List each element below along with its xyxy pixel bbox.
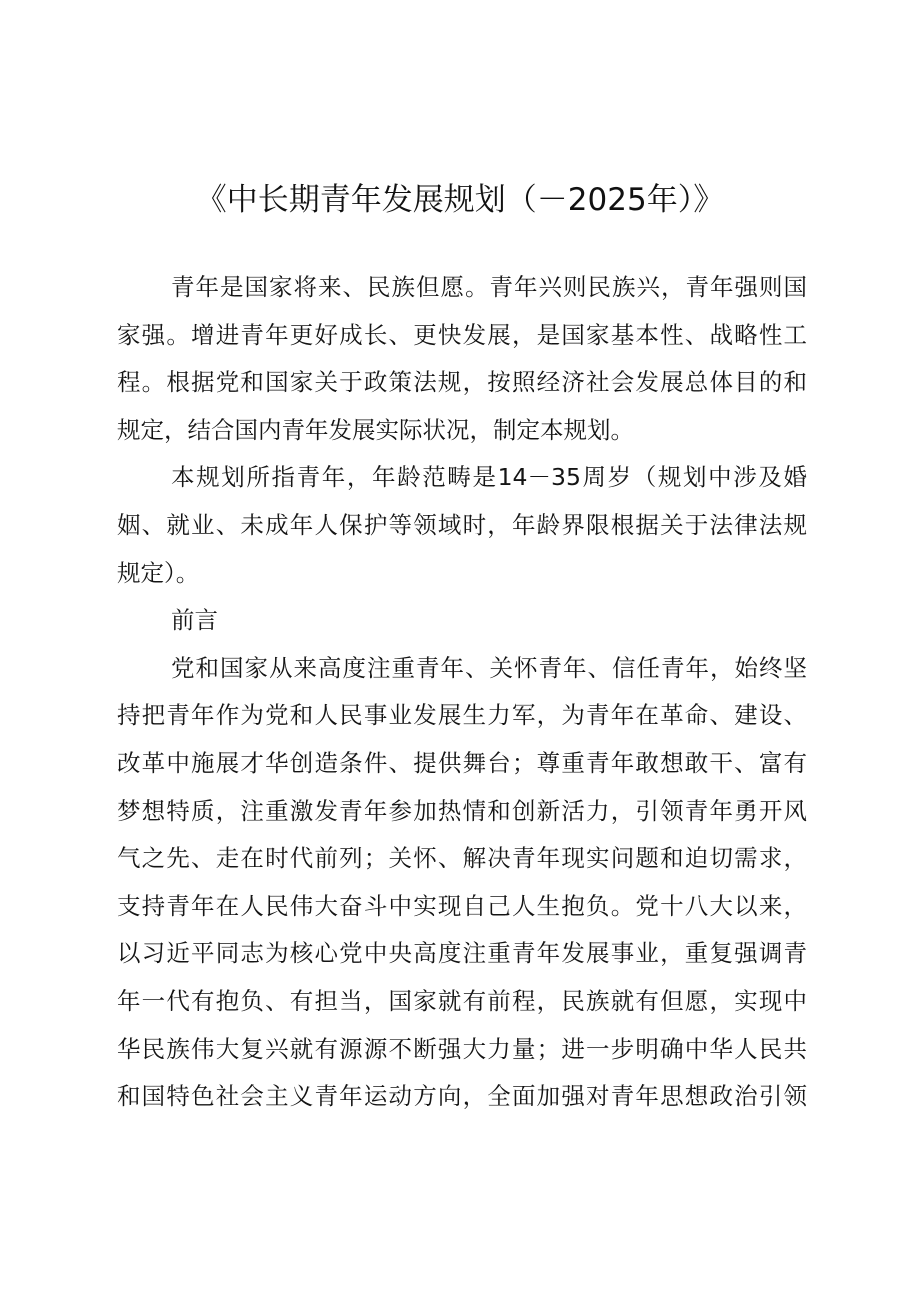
text-line: 规定，结合国内青年发展实际状况，制定本规划。 bbox=[117, 415, 634, 444]
text-line: 华民族伟大复兴就有源源不断强大力量；进一步明确中华人民共 bbox=[117, 1034, 807, 1063]
text-line: 和国特色社会主义青年运动方向，全面加强对青年思想政治引领 bbox=[117, 1082, 807, 1111]
text-line: 持把青年作为党和人民事业发展生力军，为青年在革命、建设、 bbox=[117, 701, 807, 730]
text-line: 梦想特质，注重激发青年参加热情和创新活力，引领青年勇开风 bbox=[117, 796, 807, 825]
text-line: 规定）。 bbox=[117, 558, 200, 587]
paragraph-intro bbox=[117, 264, 807, 454]
text-line: 党和国家从来高度注重青年、关怀青年、信任青年，始终坚 bbox=[171, 653, 807, 682]
section-heading-text: 前言 bbox=[171, 606, 218, 635]
document-body bbox=[117, 264, 807, 1121]
text-line: 以习近平同志为核心党中央高度注重青年发展事业，重复强调青 bbox=[117, 939, 807, 968]
document-title: 《中长期青年发展规划（－2025年）》 bbox=[195, 182, 725, 218]
text-line: 本规划所指青年，年龄范畴是14－35周岁（规划中涉及婚 bbox=[171, 463, 807, 492]
paragraph-scope bbox=[117, 454, 807, 597]
text-line: 支持青年在人民伟大奋斗中实现自己人生抱负。党十八大以来， bbox=[117, 891, 807, 920]
text-line: 家强。增进青年更好成长、更快发展，是国家基本性、战略性工 bbox=[117, 320, 807, 349]
text-line: 姻、就业、未成年人保护等领域时，年龄界限根据关于法律法规 bbox=[117, 510, 807, 539]
paragraph-preface bbox=[117, 645, 807, 1121]
section-heading bbox=[117, 597, 807, 645]
text-line: 青年是国家将来、民族但愿。青年兴则民族兴，青年强则国 bbox=[171, 273, 807, 301]
text-line: 气之先、走在时代前列；关怀、解决青年现实问题和迫切需求， bbox=[117, 844, 807, 873]
text-line: 年一代有抱负、有担当，国家就有前程，民族就有但愿，实现中 bbox=[117, 986, 807, 1015]
text-line: 程。根据党和国家关于政策法规，按照经济社会发展总体目的和 bbox=[117, 368, 807, 397]
text-line: 改革中施展才华创造条件、提供舞台；尊重青年敢想敢干、富有 bbox=[117, 748, 807, 777]
